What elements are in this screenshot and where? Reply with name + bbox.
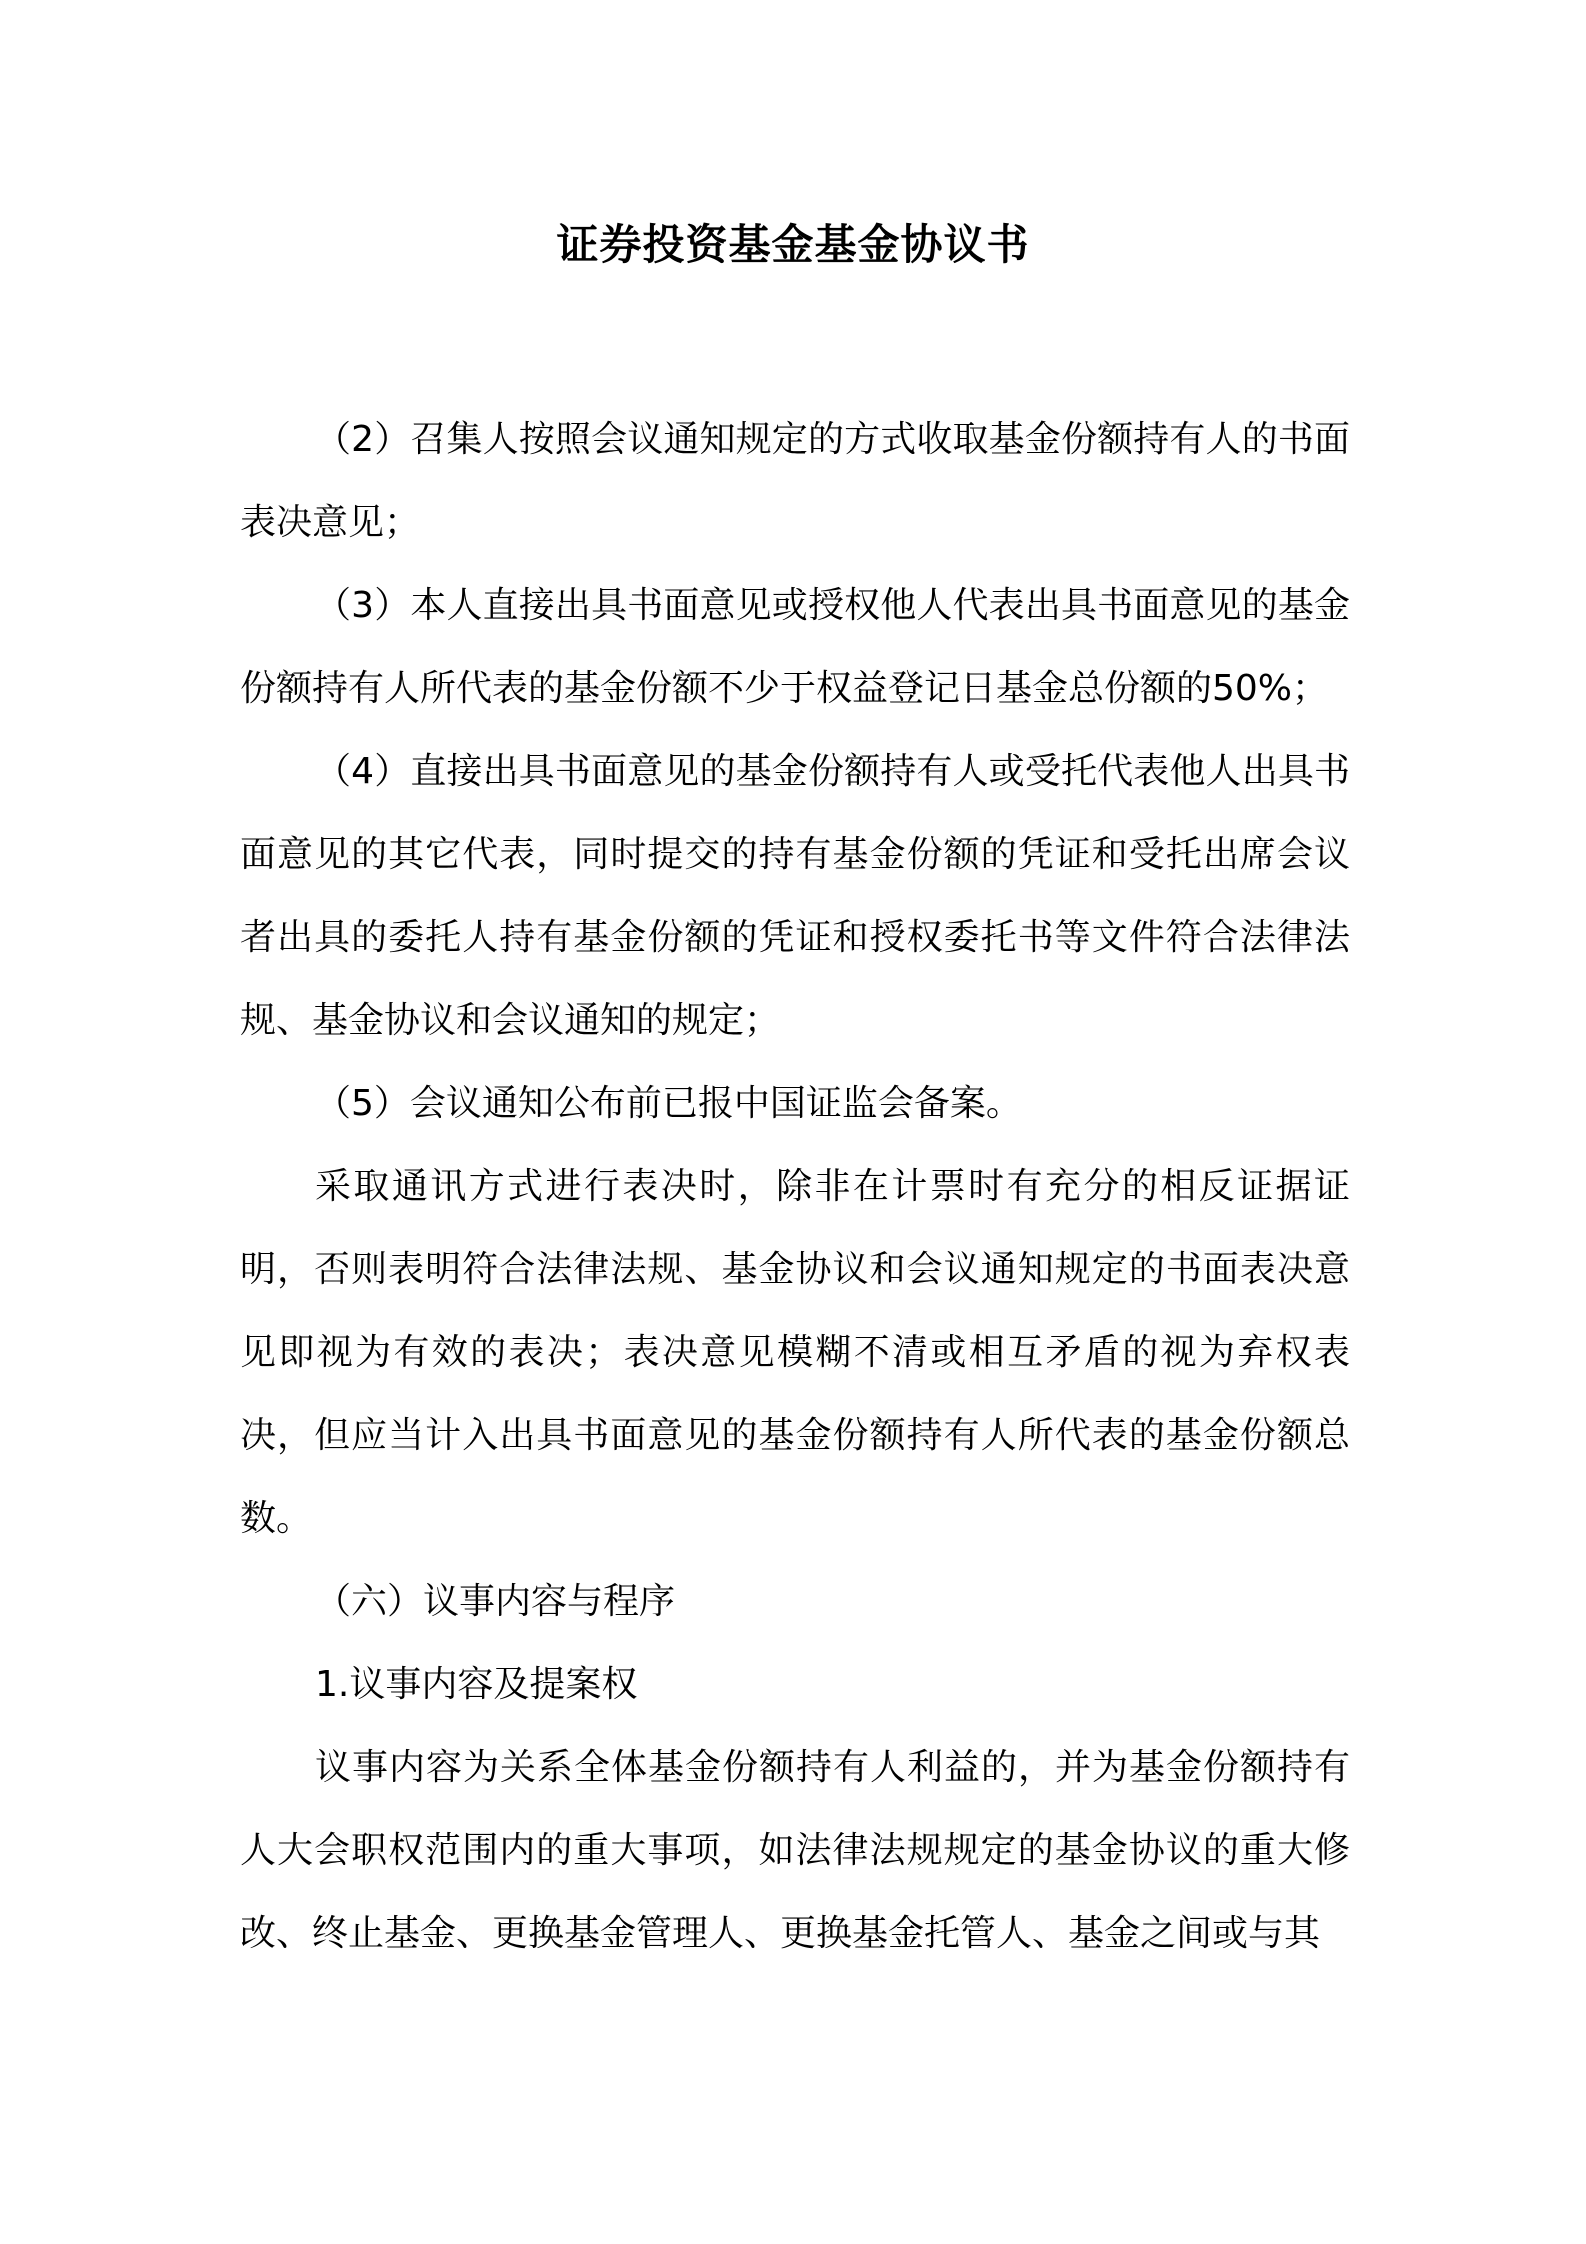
paragraph-item-5: （5）会议通知公布前已报中国证监会备案。: [315, 1083, 1022, 1124]
paragraph-item-4: （4）直接出具书面意见的基金份额持有人或受托代表他人出具书面意见的其它代表，同时提交的持有基金份额的凭证和受托出席会议者出具的委托人持有基金份额的凭证和授权委托书等文件符合法律法规、基金协议和会议通知的规定；: [240, 751, 1350, 1041]
paragraph-vote-validity: 采取通讯方式进行表决时，除非在计票时有充分的相反证据证明，否则表明符合法律法规、基金协议和会议通知规定的书面表决意见即视为有效的表决；表决意见模糊不清或相互矛盾的视为弃权表决，但应当计入出具书面意见的基金份额持有人所代表的基金份额总数。: [240, 1166, 1350, 1539]
document-title: 证券投资基金基金协议书: [556, 220, 1030, 269]
paragraph-item-2: （2）召集人按照会议通知规定的方式收取基金份额持有人的书面表决意见；: [240, 419, 1350, 543]
paragraph-item-3: （3）本人直接出具书面意见或授权他人代表出具书面意见的基金份额持有人所代表的基金份额不少于权益登记日基金总份额的50%；: [240, 585, 1350, 709]
section-heading-agenda: （六）议事内容与程序: [315, 1581, 676, 1622]
subsection-heading-proposal-right: 1.议事内容及提案权: [315, 1664, 638, 1705]
paragraph-agenda-content: 议事内容为关系全体基金份额持有人利益的，并为基金份额持有人大会职权范围内的重大事项，如法律法规规定的基金协议的重大修改、终止基金、更换基金管理人、更换基金托管人、基金之间或与其: [240, 1747, 1350, 1954]
document-body: [240, 398, 1350, 1975]
